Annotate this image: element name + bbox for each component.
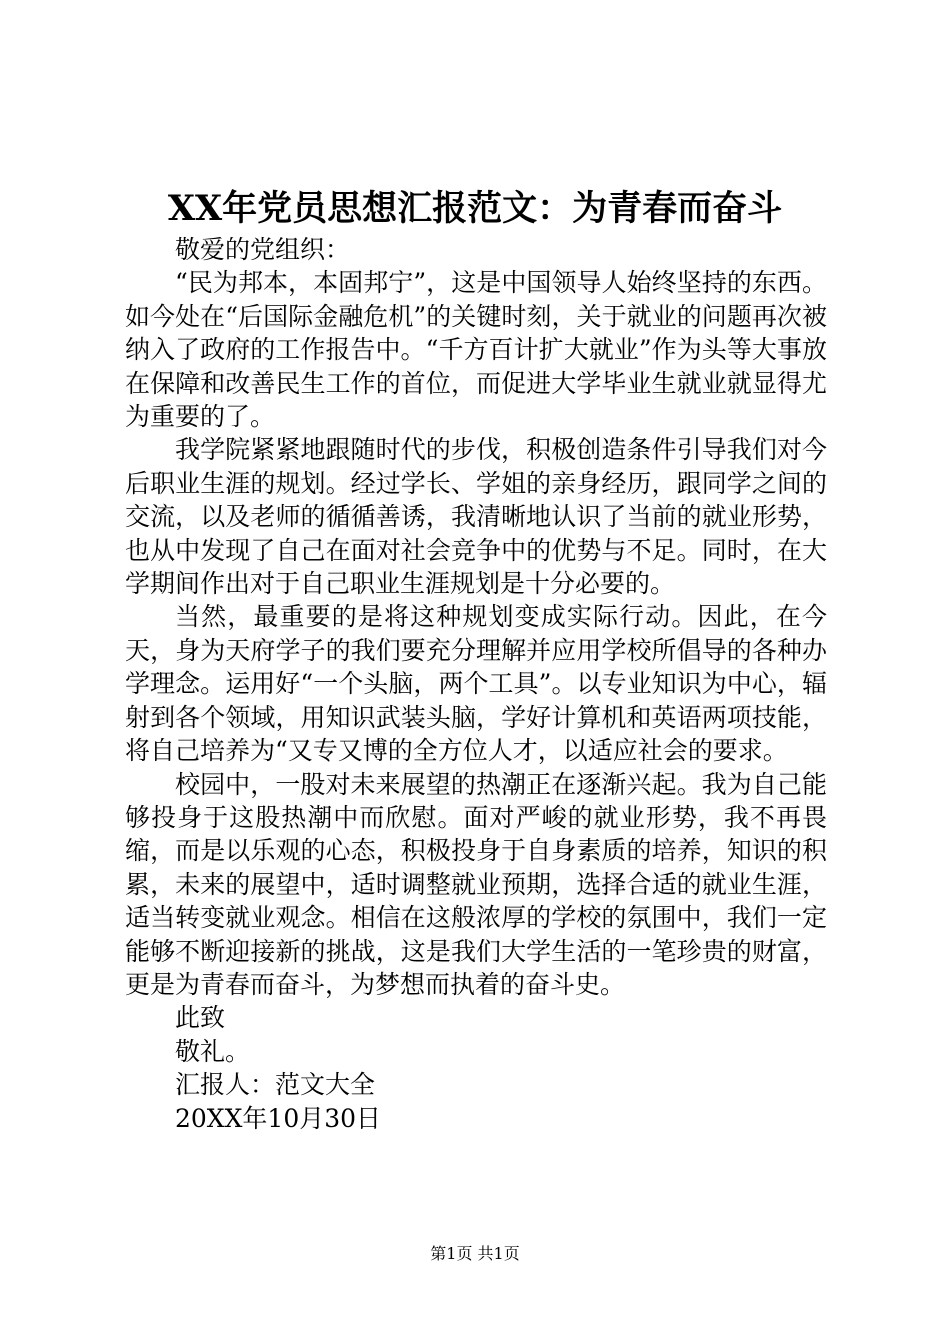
regards: 敬礼。	[175, 1036, 251, 1066]
document-title: XX年党员思想汇报范文：为青春而奋斗	[167, 188, 783, 229]
closing: 此致	[175, 1003, 226, 1033]
paragraph-1: “民为邦本，本固邦宁”，这是中国领导人始终坚持的东西。如今处在“后国际金融危机”的关键时刻，关于就业的问题再次被纳入了政府的工作报告中。“千方百计扩大就业”作为头等大事放在保障和改善民生工作的首位，而促进大学毕业生就业就显得尤为重要的了。	[125, 268, 827, 432]
page-footer: 第1页 共1页	[430, 1244, 520, 1263]
salutation: 敬爱的党组织：	[175, 235, 351, 264]
document-body	[125, 233, 827, 1135]
paragraph-4: 校园中，一股对未来展望的热潮正在逐渐兴起。我为自己能够投身于这股热潮中而欣慰。面对严峻的就业形势，我不再畏缩，而是以乐观的心态，积极投身于自身素质的培养，知识的积累，未来的展望中，适时调整就业预期，选择合适的就业生涯，适当转变就业观念。相信在这般浓厚的学校的氛围中，我们一定能够不断迎接新的挑战，这是我们大学生活的一笔珍贵的财富，更是为青春而奋斗，为梦想而执着的奋斗史。	[125, 769, 827, 999]
report-date: 20XX年10月30日	[175, 1103, 382, 1133]
reporter: 汇报人：范文大全	[175, 1070, 376, 1100]
paragraph-3: 当然，最重要的是将这种规划变成实际行动。因此，在今天，身为天府学子的我们要充分理解并应用学校所倡导的各种办学理念。运用好“一个头脑，两个工具”。以专业知识为中心，辐射到各个领域，用知识武装头脑，学好计算机和英语两项技能，将自己培养为“又专又博的全方位人才，以适应社会的要求。	[125, 602, 827, 766]
paragraph-2: 我学院紧紧地跟随时代的步伐，积极创造条件引导我们对今后职业生涯的规划。经过学长、学姐的亲身经历，跟同学之间的交流，以及老师的循循善诱，我清晰地认识了当前的就业形势，也从中发现了自己在面对社会竞争中的优势与不足。同时，在大学期间作出对于自己职业生涯规划是十分必要的。	[125, 435, 827, 599]
